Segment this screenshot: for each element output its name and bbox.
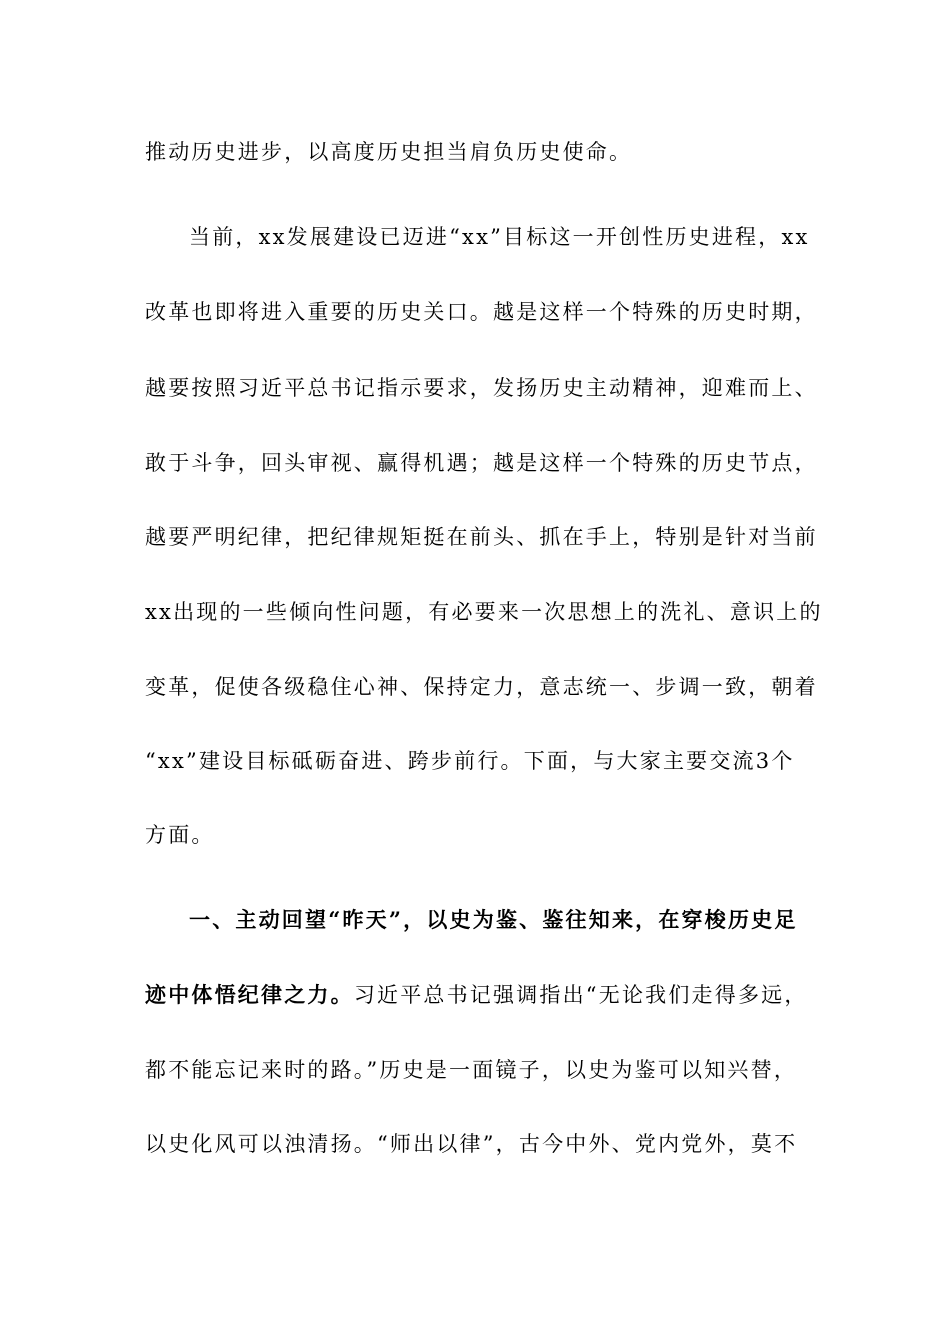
paragraph-line: 都不能忘记来时的路。”历史是一面镜子，以史为鉴可以知兴替， — [145, 1058, 798, 1082]
paragraph-line: 越要按照习近平总书记指示要求，发扬历史主动精神，迎难而上、 — [145, 376, 818, 400]
section-heading-tail: 迹中体悟纪律之力。 — [145, 982, 354, 1007]
section-heading-continued — [145, 980, 808, 1010]
paragraph-line: xx出现的一些倾向性问题，有必要来一次思想上的洗礼、意识上的 — [145, 600, 823, 624]
paragraph-line: 越要严明纪律，把纪律规矩挺在前头、抓在手上，特别是针对当前 — [145, 525, 818, 549]
paragraph-line: 推动历史进步，以高度历史担当肩负历史使命。 — [145, 140, 633, 164]
paragraph-line: 以史化风可以浊清扬。“师出以律”，古今中外、党内党外，莫不 — [145, 1132, 798, 1156]
section-heading: 一、主动回望“昨天”，以史为鉴、鉴往知来，在穿梭历史足 — [189, 907, 798, 932]
paragraph-text: 习近平总书记强调指出“无论我们走得多远， — [353, 983, 808, 1007]
paragraph-line: “xx”建设目标砥砺奋进、跨步前行。下面，与大家主要交流3个 — [145, 749, 795, 773]
paragraph-line: 改革也即将进入重要的历史关口。越是这样一个特殊的历史时期， — [145, 300, 818, 324]
paragraph-line: 敢于斗争，回头审视、赢得机遇；越是这样一个特殊的历史节点， — [145, 451, 818, 475]
paragraph-line: 方面。 — [145, 823, 215, 847]
paragraph-line: 当前，xx发展建设已迈进“xx”目标这一开创性历史进程，xx — [189, 225, 810, 249]
paragraph-line: 变革，促使各级稳住心神、保持定力，意志统一、步调一致，朝着 — [145, 675, 818, 699]
